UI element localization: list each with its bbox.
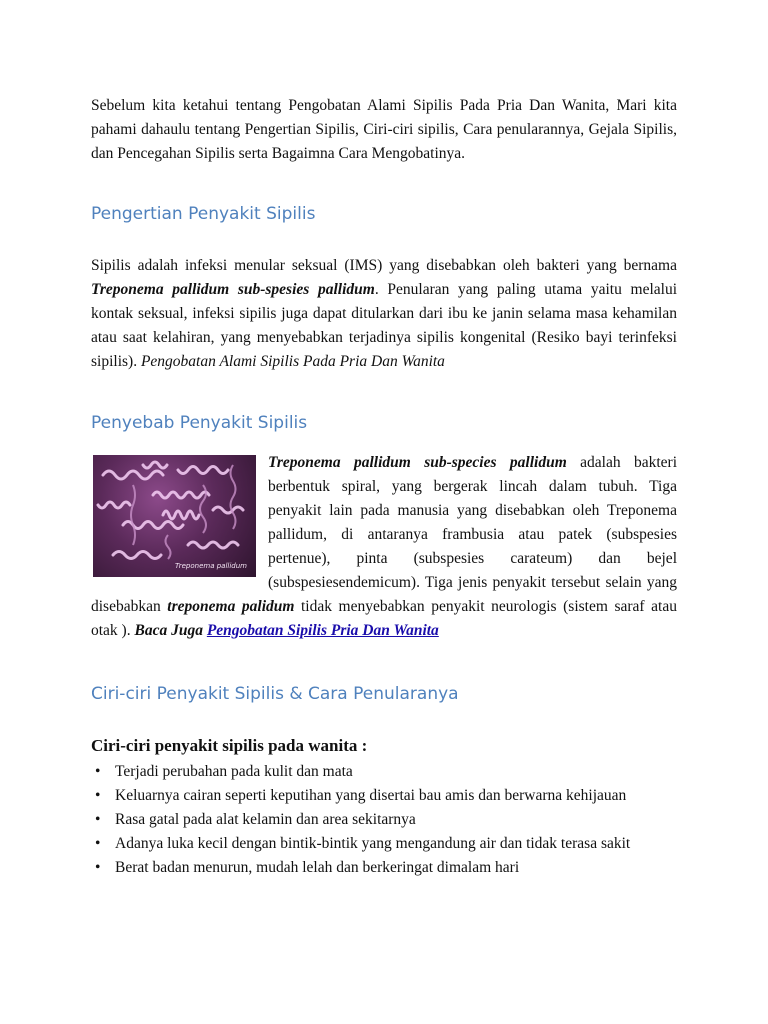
image-caption: Treponema pallidum bbox=[175, 562, 247, 570]
text-run: adalah bakteri berbentuk spiral, yang bergerak lincah dalam tubuh. Tiga penyakit lain pada manusia yang disebabkan oleh Treponema pallidum, di antaranya frambusia atau patek (subspesies pertenue), pinta (subspesies carateum) dan bejel (subspesiesendemicum). Tiga jenis penyakit tersebut selain yang disebabkan bbox=[91, 454, 677, 615]
heading-penyebab: Penyebab Penyakit Sipilis bbox=[91, 413, 308, 433]
subheading-ciri-wanita: Ciri-ciri penyakit sipilis pada wanita : bbox=[91, 736, 368, 755]
treponema-microscope-image bbox=[93, 455, 256, 577]
section-pengertian bbox=[91, 202, 677, 226]
text-run: . Penularan yang paling utama yaitu melalui kontak seksual, infeksi sipilis juga dapat ditularkan dari ibu ke janin selama masa kehamilan atau saat kelahiran, yang menyebabkan terjadinya sipilis kongenital (Resiko bayi terinfeksi sipilis). bbox=[91, 281, 677, 370]
penyebab-paragraph-block bbox=[91, 451, 677, 643]
pengertian-paragraph bbox=[91, 254, 677, 374]
list-item: • Berat badan menurun, mudah lelah dan berkeringat dimalam hari bbox=[115, 856, 677, 880]
list-item: • Keluarnya cairan seperti keputihan yang disertai bau amis dan berwarna kehijauan bbox=[115, 784, 677, 808]
heading-ciri-ciri: Ciri-ciri Penyakit Sipilis & Cara Penularanya bbox=[91, 684, 459, 704]
bacteria-name: Treponema pallidum sub-species pallidum bbox=[268, 454, 567, 471]
list-item: • Terjadi perubahan pada kulit dan mata bbox=[115, 760, 677, 784]
intro-paragraph-block bbox=[91, 94, 677, 166]
section-penyebab bbox=[91, 411, 677, 435]
bacteria-name-short: treponema palidum bbox=[167, 598, 295, 615]
symptom-list bbox=[91, 760, 677, 880]
bacteria-name: Treponema pallidum sub-spesies pallidum bbox=[91, 281, 375, 298]
related-article-link[interactable]: Pengobatan Sipilis Pria Dan Wanita bbox=[206, 622, 439, 639]
pengertian-paragraph-block bbox=[91, 254, 677, 374]
ciri-wanita-block bbox=[91, 734, 677, 880]
text-run: Sipilis adalah infeksi menular seksual (IMS) yang disebabkan oleh bakteri yang bernama bbox=[91, 257, 677, 274]
list-item: • Rasa gatal pada alat kelamin dan area sekitarnya bbox=[115, 808, 677, 832]
text-run: tidak menyebabkan penyakit neurologis (sistem saraf atau otak ). bbox=[91, 598, 677, 639]
section-ciri-ciri bbox=[91, 682, 677, 706]
list-item: • Adanya luka kecil dengan bintik-bintik yang mengandung air dan tidak terasa sakit bbox=[115, 832, 677, 856]
baca-juga-label: Baca Juga bbox=[134, 622, 203, 639]
intro-paragraph: Sebelum kita ketahui tentang Pengobatan Alami Sipilis Pada Pria Dan Wanita, Mari kita pahami dahaulu tentang Pengertian Sipilis, Ciri-ciri sipilis, Cara penularannya, Gejala Sipilis, dan Pencegahan Sipilis serta Bagaimna Cara Mengobatinya. bbox=[91, 97, 677, 162]
heading-pengertian: Pengertian Penyakit Sipilis bbox=[91, 204, 316, 224]
italic-title: Pengobatan Alami Sipilis Pada Pria Dan Wanita bbox=[140, 353, 445, 370]
spirochete-illustration bbox=[93, 455, 256, 577]
